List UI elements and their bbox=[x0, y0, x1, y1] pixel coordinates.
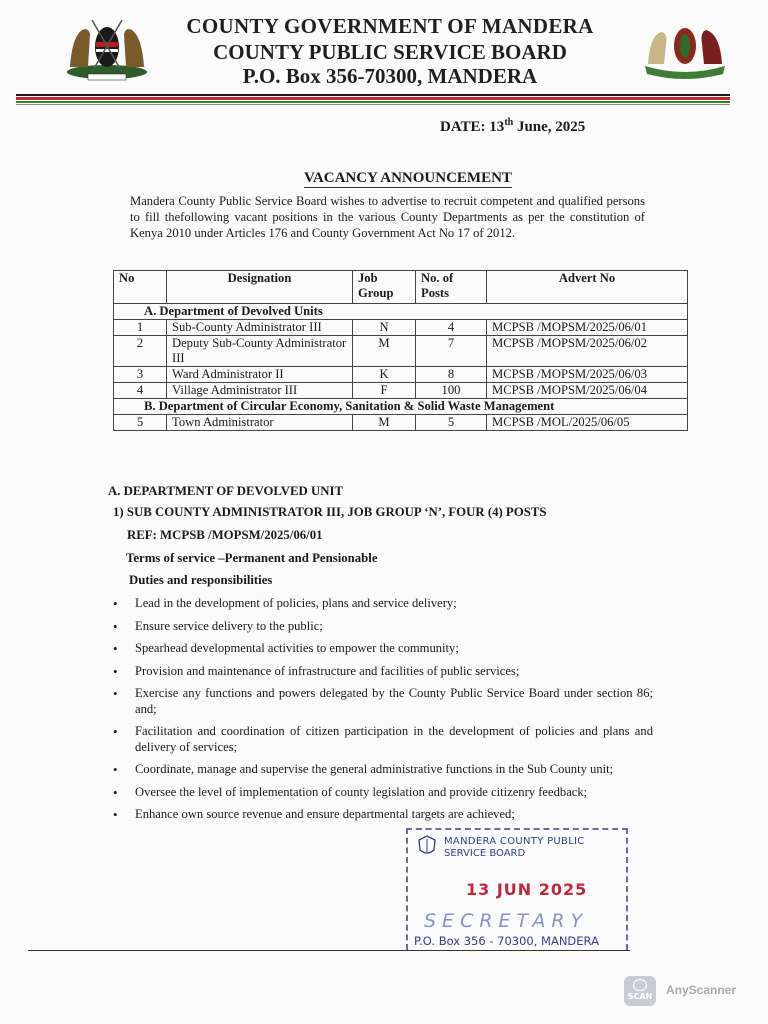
duties-list bbox=[113, 596, 653, 830]
reference-number: REF: MCPSB /MOPSM/2025/06/01 bbox=[127, 528, 323, 542]
list-item: • Lead in the development of policies, plans and service delivery; bbox=[113, 596, 653, 612]
section-a-label: A. Department of Devolved Units bbox=[114, 304, 688, 320]
duties-heading: Duties and responsibilities bbox=[129, 573, 273, 587]
row-posts: 4 bbox=[416, 320, 487, 336]
vacancy-table bbox=[113, 270, 688, 431]
table-row bbox=[114, 320, 688, 336]
header-advert: Advert No bbox=[487, 271, 688, 304]
table-row bbox=[114, 415, 688, 431]
row-advert: MCPSB /MOPSM/2025/06/01 bbox=[487, 320, 688, 336]
list-item: • Spearhead developmental activities to empower the community; bbox=[113, 641, 653, 657]
list-item: • Ensure service delivery to the public; bbox=[113, 619, 653, 635]
list-item: • Provision and maintenance of infrastructure and facilities of public services; bbox=[113, 664, 653, 680]
section-b-row bbox=[114, 399, 688, 415]
row-no: 3 bbox=[114, 367, 167, 383]
row-no: 5 bbox=[114, 415, 167, 431]
header-stripe-grey bbox=[16, 104, 730, 105]
header-line-1: COUNTY GOVERNMENT OF MANDERA bbox=[186, 14, 594, 38]
header-posts: No. of Posts bbox=[416, 271, 487, 304]
list-item: • Enhance own source revenue and ensure departmental targets are achieved; bbox=[113, 807, 653, 823]
header-job-group: Job Group bbox=[353, 271, 416, 304]
list-item: • Coordinate, manage and supervise the general administrative functions in the Sub County unit; bbox=[113, 762, 653, 778]
stamp-crest-icon bbox=[416, 834, 438, 858]
header-no: No bbox=[114, 271, 167, 304]
section-a-row bbox=[114, 304, 688, 320]
row-designation: Sub-County Administrator III bbox=[167, 320, 353, 336]
scan-logo-label: SCAN bbox=[627, 992, 653, 1001]
terms-of-service: Terms of service –Permanent and Pensionable bbox=[126, 551, 378, 565]
footer-divider bbox=[28, 950, 630, 951]
header-stripe-black bbox=[16, 94, 730, 96]
row-posts: 5 bbox=[416, 415, 487, 431]
section-b-label: B. Department of Circular Economy, Sanitation & Solid Waste Management bbox=[114, 399, 688, 415]
document-date: DATE: 13th June, 2025 bbox=[440, 117, 586, 135]
scan-logo-icon bbox=[624, 976, 656, 1006]
list-item: • Oversee the level of implementation of county legislation and provide citizenry feedback; bbox=[113, 785, 653, 801]
stamp-date: 13 JUN 2025 bbox=[466, 880, 588, 899]
header-designation: Designation bbox=[167, 271, 353, 304]
stamp-address: P.O. Box 356 - 70300, MANDERA bbox=[414, 934, 599, 948]
stamp-line-2: SERVICE BOARD bbox=[444, 848, 526, 859]
row-no: 4 bbox=[114, 383, 167, 399]
mandera-county-crest-icon bbox=[640, 14, 730, 82]
header-line-2: COUNTY PUBLIC SERVICE BOARD bbox=[213, 40, 567, 64]
kenya-coat-of-arms-icon bbox=[52, 12, 162, 82]
row-no: 2 bbox=[114, 336, 167, 367]
table-header-row bbox=[114, 271, 688, 304]
table-row bbox=[114, 367, 688, 383]
row-group: K bbox=[353, 367, 416, 383]
announcement-title: VACANCY ANNOUNCEMENT bbox=[304, 170, 512, 186]
stamp-title: SECRETARY bbox=[424, 910, 589, 932]
list-item: • Facilitation and coordination of citizen participation in the development of policies and plans and delivery of services; bbox=[113, 724, 653, 755]
row-no: 1 bbox=[114, 320, 167, 336]
header-line-3: P.O. Box 356-70300, MANDERA bbox=[242, 64, 538, 88]
row-group: N bbox=[353, 320, 416, 336]
row-advert: MCPSB /MOPSM/2025/06/02 bbox=[487, 336, 688, 367]
stamp-line-1: MANDERA COUNTY PUBLIC bbox=[444, 836, 585, 847]
scanner-watermark bbox=[624, 974, 754, 1008]
intro-paragraph: Mandera County Public Service Board wishes to advertise to recruit competent and qualified persons to fill thefollowing vacant positions in the various County Departments as per the constitution of Kenya 2010 under Articles 176 and County Government Act No 17 of 2012. bbox=[130, 194, 645, 240]
row-designation: Town Administrator bbox=[167, 415, 353, 431]
row-posts: 8 bbox=[416, 367, 487, 383]
official-stamp bbox=[406, 828, 628, 950]
row-posts: 7 bbox=[416, 336, 487, 367]
section-heading: A. DEPARTMENT OF DEVOLVED UNIT bbox=[108, 484, 343, 498]
scanner-brand: AnyScanner bbox=[666, 983, 737, 997]
row-posts: 100 bbox=[416, 383, 487, 399]
row-designation: Ward Administrator II bbox=[167, 367, 353, 383]
row-group: M bbox=[353, 415, 416, 431]
row-advert: MCPSB /MOPSM/2025/06/04 bbox=[487, 383, 688, 399]
row-advert: MCPSB /MOPSM/2025/06/03 bbox=[487, 367, 688, 383]
position-heading: 1) SUB COUNTY ADMINISTRATOR III, JOB GROUP ‘N’, FOUR (4) POSTS bbox=[113, 505, 547, 519]
row-designation: Deputy Sub-County Administrator III bbox=[167, 336, 353, 367]
header-stripe-green bbox=[16, 101, 730, 103]
list-item: • Exercise any functions and powers delegated by the County Public Service Board under section 86; and; bbox=[113, 686, 653, 717]
row-advert: MCPSB /MOL/2025/06/05 bbox=[487, 415, 688, 431]
row-group: F bbox=[353, 383, 416, 399]
table-row bbox=[114, 383, 688, 399]
header-stripe-red bbox=[16, 97, 730, 100]
row-group: M bbox=[353, 336, 416, 367]
row-designation: Village Administrator III bbox=[167, 383, 353, 399]
table-row bbox=[114, 336, 688, 367]
